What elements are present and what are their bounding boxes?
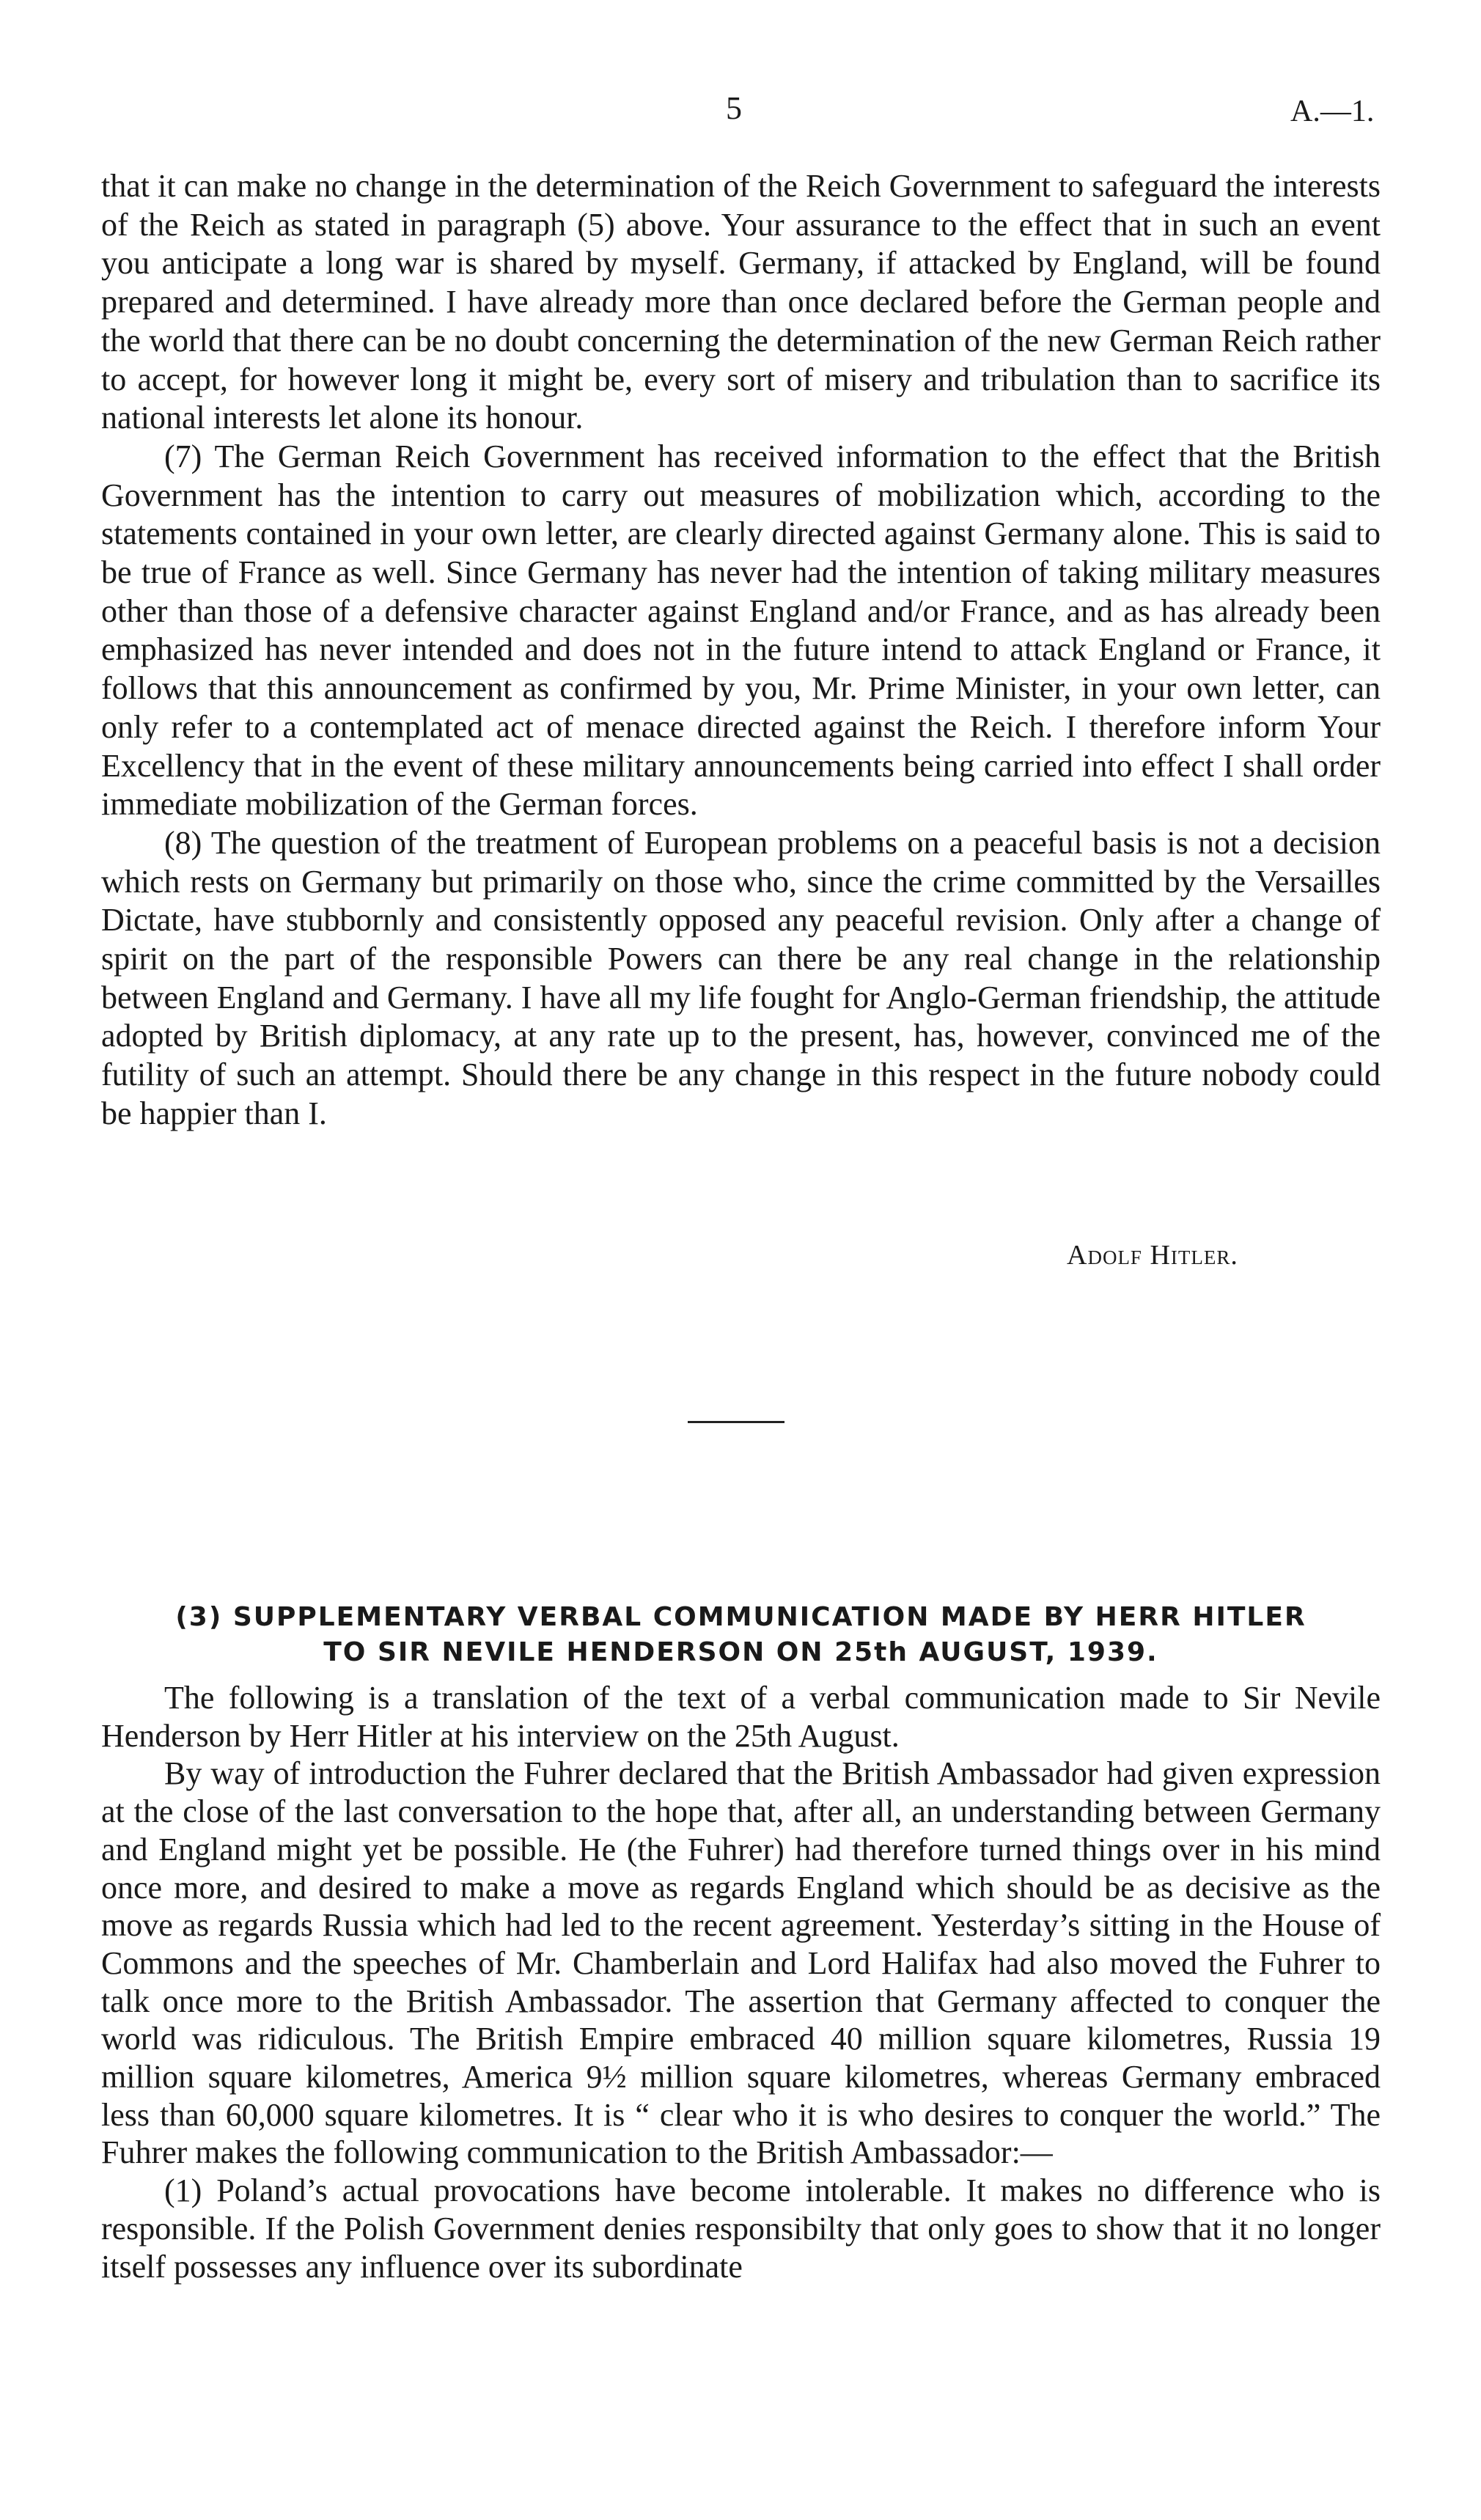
paragraph: By way of introduction the Fuhrer declared that the British Ambassador had given expression at the close of the last conversation to the hope that, after all, an understanding between Germany and England might yet be possible. He (the Fuhrer) had therefore turned things over in his mind once more, and desired to make a move as regards England which should be as decisive as the move as regards Russia which had led to the recent agreement. Yesterday’s sitting in the House of Commons and the speeches of Mr. Chamberlain and Lord Halifax had also moved the Fuhrer to talk once more to the British Ambassador. The assertion that Germany affected to conquer the world was ridiculous. The British Empire embraced 40 million square kilometres, Russia 19 million square kilometres, America 9½ million square kilometres, whereas Germany embraced less than 60,000 square kilometres. It is “ clear who it is who desires to conquer the world.” The Fuhrer makes the following communication to the British Ambassador:— (101, 1755, 1381, 2171)
paragraph: (7) The German Reich Government has received information to the effect that the British Government has the intention to carry out measures of mobilization which, according to the statements contained in your own letter, are clearly directed against Germany alone. This is said to be true of France as well. Since Germany has never had the intention of taking military measures other than those of a defensive character against England and/or France, and as has already been emphasized has never intended and does not in the future intend to attack England or France, it follows that this announcement as confirmed by you, Mr. Prime Minister, in your own letter, can only refer to a contemplated act of menace directed against the Reich. I therefore inform Your Excellency that in the event of these military announcements being carried into effect I shall order immediate mobilization of the German forces. (101, 438, 1381, 823)
paragraph: (1) Poland’s actual provocations have become intolerable. It makes no difference who is responsible. If the Polish Government denies responsibilty that only goes to show that it no longer itself possesses any influence over its subordinate (101, 2172, 1381, 2285)
section-body (101, 1679, 1381, 2285)
paragraph: that it can make no change in the determination of the Reich Government to safeguard the interests of the Reich as stated in paragraph (5) above. Your assurance to the effect that in such an event you anticipate a long war is shared by myself. Germany, if attacked by England, will be found prepared and determined. I have already more than once declared before the German people and the world that there can be no doubt concerning the determination of the new German Reich rather to accept, for however long it might be, every sort of misery and tribulation than to sacrifice its national interests let alone its honour. (101, 168, 1381, 436)
section-divider (688, 1421, 784, 1423)
paragraph: (8) The question of the treatment of European problems on a peaceful basis is not a decision which rests on Germany but primarily on those who, since the crime committed by the Versailles Dictate, have stubbornly and consistently opposed any peaceful revision. Only after a change of spirit on the part of the responsible Powers can there be any real change in the relationship between England and Germany. I have all my life fought for Anglo-German friendship, the attitude adopted by British diplomacy, at any rate up to the present, has, however, convinced me of the futility of such an attempt. Should there be any change in this respect in the future nobody could be happier than I. (101, 824, 1381, 1131)
section-heading (101, 1600, 1381, 1670)
signature: Adolf Hitler. (1067, 1240, 1238, 1271)
letter-body (101, 167, 1381, 1134)
section-heading-line: TO SIR NEVILE HENDERSON ON 25th AUGUST, 1939. (323, 1637, 1158, 1667)
document-reference: A.—1. (1290, 95, 1375, 128)
paragraph: The following is a translation of the text of a verbal communication made to Sir Nevile Henderson by Herr Hitler at his interview on the 25th August. (101, 1680, 1381, 1754)
section-heading-line: (3) SUPPLEMENTARY VERBAL COMMUNICATION MADE BY HERR HITLER (175, 1602, 1307, 1632)
page-number: 5 (726, 90, 742, 126)
